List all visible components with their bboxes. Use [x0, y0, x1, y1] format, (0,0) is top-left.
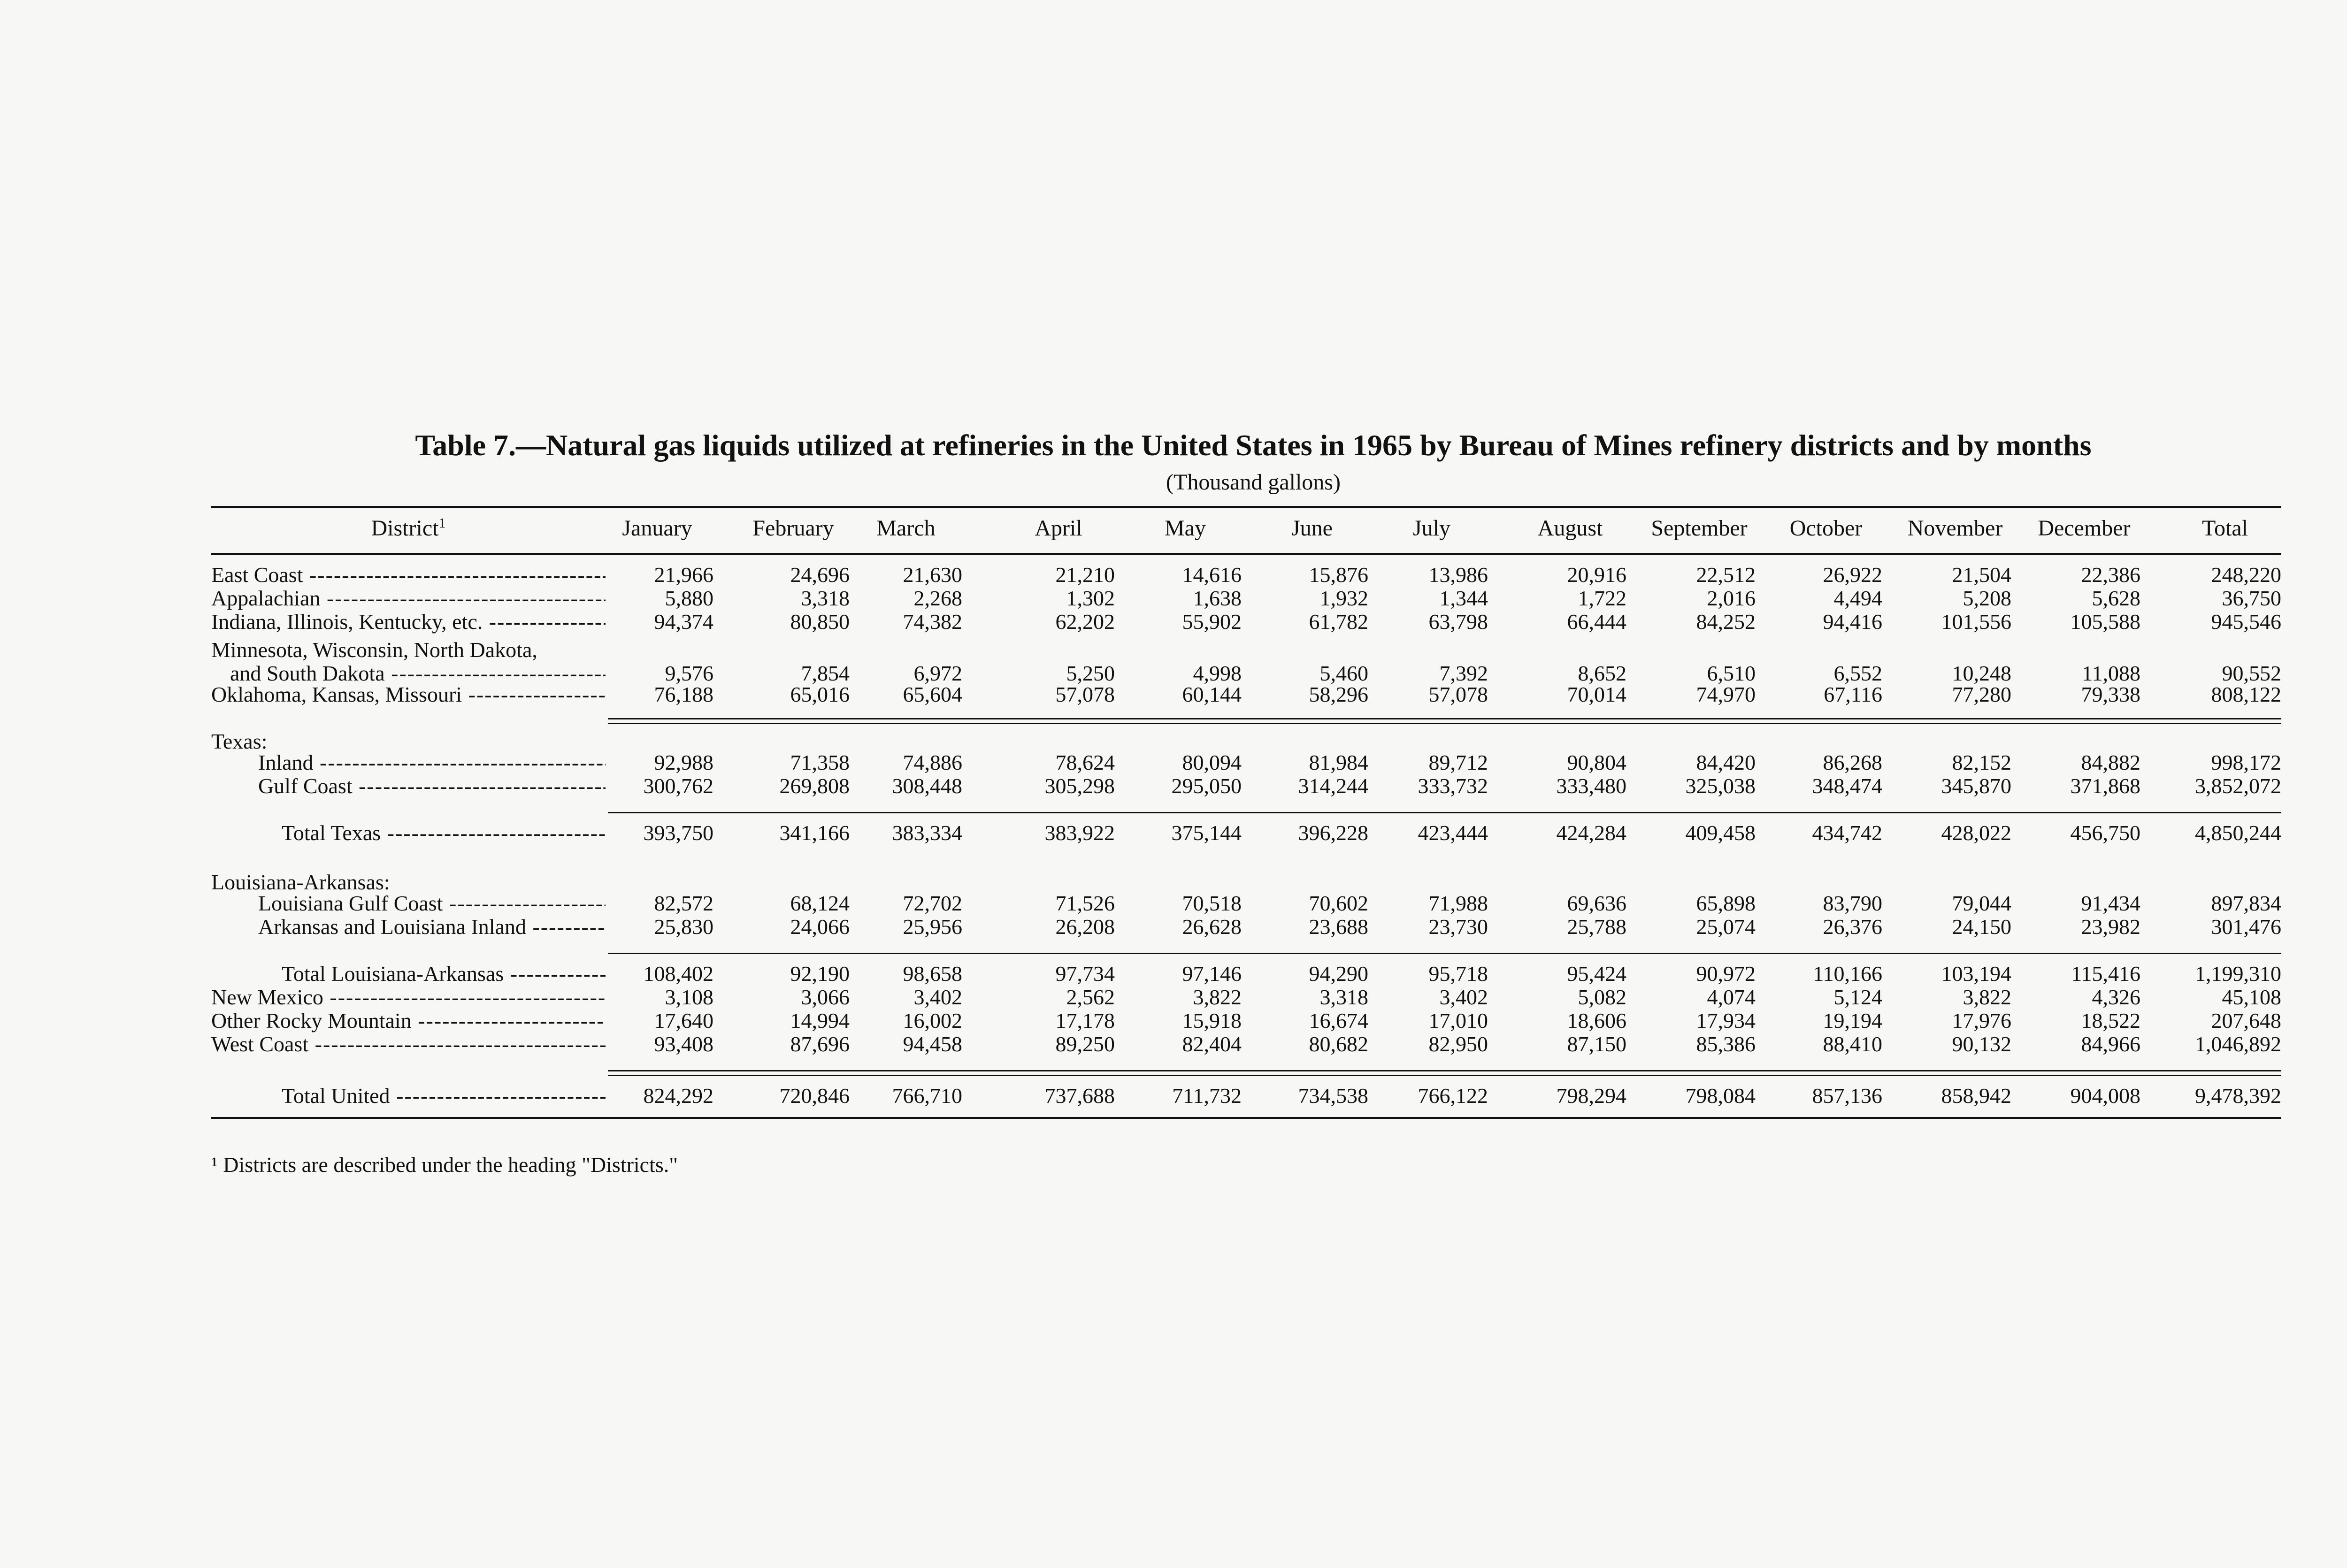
header-december: December [2038, 516, 2131, 541]
cell-december: 456,750 [2070, 821, 2140, 845]
cell-november: 858,942 [1941, 1084, 2011, 1108]
table-row [211, 662, 2281, 685]
cell-march: 72,702 [903, 891, 962, 915]
cell-march: 98,658 [903, 962, 962, 986]
cell-april: 21,210 [1055, 563, 1115, 587]
cell-july: 82,950 [1428, 1032, 1488, 1056]
cell-september: 409,458 [1685, 821, 1756, 845]
cell-march: 74,382 [903, 610, 962, 634]
table-row [211, 774, 2281, 798]
cell-june: 94,290 [1309, 962, 1368, 986]
cell-may: 14,616 [1182, 563, 1242, 587]
header-may: May [1165, 516, 1206, 541]
cell-november: 79,044 [1952, 891, 2011, 915]
table-row [211, 563, 2281, 587]
cell-june: 314,244 [1298, 774, 1368, 798]
cell-january: 108,402 [643, 962, 713, 986]
cell-october: 67,116 [1824, 682, 1882, 706]
cell-april: 97,734 [1055, 962, 1115, 986]
cell-august: 90,804 [1567, 750, 1626, 774]
row-label: Louisiana Gulf Coast ----- [258, 892, 606, 915]
cell-march: 16,002 [903, 1009, 962, 1033]
cell-may: 3,822 [1193, 985, 1242, 1009]
texas-section-label: Texas: [211, 729, 268, 753]
cell-november: 101,556 [1941, 610, 2011, 634]
section-rule [608, 1075, 2281, 1076]
cell-august: 70,014 [1567, 682, 1626, 706]
cell-december: 91,434 [2081, 891, 2140, 915]
cell-total: 36,750 [2222, 586, 2281, 610]
cell-september: 84,252 [1696, 610, 1756, 634]
row-label: Indiana, Illinois, Kentucky, etc. ----- [211, 610, 606, 634]
cell-may: 295,050 [1171, 774, 1242, 798]
cell-august: 20,916 [1567, 563, 1626, 587]
cell-october: 83,790 [1823, 891, 1882, 915]
row-label: New Mexico ----- [211, 986, 606, 1009]
cell-july: 23,730 [1428, 915, 1488, 939]
row-label: East Coast ----- [211, 563, 606, 587]
table-row [211, 986, 2281, 1009]
section-rule [608, 723, 2281, 724]
table-row [211, 962, 2281, 986]
row-label: Inland ----- [258, 751, 606, 774]
cell-august: 424,284 [1556, 821, 1626, 845]
cell-december: 79,338 [2081, 682, 2140, 706]
row-label: Total Texas ----- [282, 821, 606, 845]
cell-may: 1,638 [1193, 586, 1242, 610]
cell-november: 428,022 [1941, 821, 2011, 845]
cell-november: 77,280 [1952, 682, 2011, 706]
cell-may: 15,918 [1182, 1009, 1242, 1033]
cell-may: 711,732 [1172, 1084, 1242, 1108]
cell-september: 17,934 [1696, 1009, 1756, 1033]
cell-january: 9,576 [665, 661, 713, 685]
table-row [211, 610, 2281, 634]
cell-june: 81,984 [1309, 750, 1368, 774]
cell-february: 3,318 [801, 586, 850, 610]
header-january: January [622, 516, 692, 541]
cell-august: 87,150 [1567, 1032, 1626, 1056]
cell-july: 71,988 [1428, 891, 1488, 915]
cell-june: 16,674 [1309, 1009, 1368, 1033]
cell-july: 89,712 [1428, 750, 1488, 774]
cell-total: 248,220 [2211, 563, 2281, 587]
cell-june: 58,296 [1309, 682, 1368, 706]
section-rule [211, 1117, 2281, 1119]
cell-february: 24,696 [790, 563, 850, 587]
cell-december: 23,982 [2081, 915, 2140, 939]
cell-august: 798,294 [1556, 1084, 1626, 1108]
cell-total: 45,108 [2222, 985, 2281, 1009]
cell-july: 766,122 [1418, 1084, 1488, 1108]
cell-july: 423,444 [1418, 821, 1488, 845]
cell-february: 71,358 [790, 750, 850, 774]
cell-july: 13,986 [1428, 563, 1488, 587]
cell-april: 17,178 [1055, 1009, 1115, 1033]
cell-june: 396,228 [1298, 821, 1368, 845]
table-subtitle: (Thousand gallons) [1166, 470, 1341, 495]
cell-april: 78,624 [1055, 750, 1115, 774]
cell-october: 86,268 [1823, 750, 1882, 774]
cell-november: 17,976 [1952, 1009, 2011, 1033]
cell-october: 348,474 [1812, 774, 1882, 798]
cell-february: 24,066 [790, 915, 850, 939]
section-rule [608, 812, 2281, 813]
cell-april: 2,562 [1066, 985, 1115, 1009]
cell-february: 341,166 [779, 821, 850, 845]
header-march: March [876, 516, 936, 541]
cell-october: 857,136 [1812, 1084, 1882, 1108]
cell-may: 55,902 [1182, 610, 1242, 634]
cell-february: 87,696 [790, 1032, 850, 1056]
table-row [211, 587, 2281, 610]
cell-april: 89,250 [1055, 1032, 1115, 1056]
cell-may: 60,144 [1182, 682, 1242, 706]
cell-september: 798,084 [1685, 1084, 1756, 1108]
cell-september: 65,898 [1696, 891, 1756, 915]
cell-august: 18,606 [1567, 1009, 1626, 1033]
cell-october: 434,742 [1812, 821, 1882, 845]
cell-total: 808,122 [2211, 682, 2281, 706]
cell-february: 68,124 [790, 891, 850, 915]
cell-august: 1,722 [1578, 586, 1626, 610]
header-june: June [1291, 516, 1333, 541]
cell-february: 92,190 [790, 962, 850, 986]
cell-september: 22,512 [1696, 563, 1756, 587]
section-rule [608, 718, 2281, 719]
minnesota-label-line1: Minnesota, Wisconsin, North Dakota, [211, 638, 537, 662]
cell-november: 103,194 [1941, 962, 2011, 986]
cell-february: 720,846 [779, 1084, 850, 1108]
cell-september: 84,420 [1696, 750, 1756, 774]
cell-november: 24,150 [1952, 915, 2011, 939]
cell-june: 3,318 [1319, 985, 1368, 1009]
cell-february: 3,066 [801, 985, 850, 1009]
cell-september: 6,510 [1707, 661, 1756, 685]
cell-total: 301,476 [2211, 915, 2281, 939]
table-row [211, 1084, 2281, 1108]
header-rule [211, 553, 2281, 555]
cell-september: 4,074 [1707, 985, 1756, 1009]
cell-april: 71,526 [1055, 891, 1115, 915]
cell-november: 10,248 [1952, 661, 2011, 685]
cell-march: 74,886 [903, 750, 962, 774]
cell-july: 63,798 [1428, 610, 1488, 634]
header-november: November [1907, 516, 2003, 541]
table-row [211, 1009, 2281, 1033]
cell-october: 4,494 [1833, 586, 1882, 610]
cell-december: 22,386 [2081, 563, 2140, 587]
cell-april: 57,078 [1055, 682, 1115, 706]
cell-january: 93,408 [654, 1032, 713, 1056]
cell-total: 90,552 [2222, 661, 2281, 685]
table-row [211, 915, 2281, 939]
cell-august: 69,636 [1567, 891, 1626, 915]
row-label: Total United ----- [282, 1084, 606, 1108]
cell-total: 998,172 [2211, 750, 2281, 774]
cell-december: 371,868 [2070, 774, 2140, 798]
cell-may: 82,404 [1182, 1032, 1242, 1056]
cell-august: 8,652 [1578, 661, 1626, 685]
cell-july: 1,344 [1439, 586, 1488, 610]
cell-january: 17,640 [654, 1009, 713, 1033]
cell-april: 1,302 [1066, 586, 1115, 610]
cell-total: 3,852,072 [2195, 774, 2281, 798]
cell-january: 21,966 [654, 563, 713, 587]
cell-july: 17,010 [1428, 1009, 1488, 1033]
cell-july: 3,402 [1439, 985, 1488, 1009]
header-september: September [1651, 516, 1748, 541]
cell-november: 5,208 [1963, 586, 2011, 610]
cell-july: 7,392 [1439, 661, 1488, 685]
cell-january: 5,880 [665, 586, 713, 610]
cell-january: 824,292 [643, 1084, 713, 1108]
cell-august: 333,480 [1556, 774, 1626, 798]
cell-october: 26,922 [1823, 563, 1882, 587]
cell-april: 62,202 [1055, 610, 1115, 634]
cell-september: 85,386 [1696, 1032, 1756, 1056]
cell-october: 88,410 [1823, 1032, 1882, 1056]
cell-january: 76,188 [654, 682, 713, 706]
cell-august: 95,424 [1567, 962, 1626, 986]
cell-february: 7,854 [801, 661, 850, 685]
cell-april: 737,688 [1044, 1084, 1115, 1108]
cell-february: 269,808 [779, 774, 850, 798]
footnote: ¹ Districts are described under the heading "Districts." [211, 1153, 678, 1177]
section-rule [608, 953, 2281, 954]
cell-may: 4,998 [1193, 661, 1242, 685]
cell-may: 375,144 [1171, 821, 1242, 845]
cell-may: 80,094 [1182, 750, 1242, 774]
cell-july: 57,078 [1428, 682, 1488, 706]
cell-october: 110,166 [1813, 962, 1882, 986]
cell-january: 94,374 [654, 610, 713, 634]
cell-may: 70,518 [1182, 891, 1242, 915]
cell-april: 383,922 [1044, 821, 1115, 845]
cell-september: 2,016 [1707, 586, 1756, 610]
table-row [211, 1033, 2281, 1056]
cell-june: 1,932 [1319, 586, 1368, 610]
top-rule [211, 506, 2281, 508]
table-row [211, 751, 2281, 774]
cell-total: 945,546 [2211, 610, 2281, 634]
cell-november: 3,822 [1963, 985, 2011, 1009]
cell-december: 904,008 [2070, 1084, 2140, 1108]
cell-september: 74,970 [1696, 682, 1756, 706]
cell-february: 65,016 [790, 682, 850, 706]
cell-april: 26,208 [1055, 915, 1115, 939]
row-label: West Coast ----- [211, 1033, 606, 1056]
row-label: Oklahoma, Kansas, Missouri ----- [211, 683, 606, 706]
cell-november: 82,152 [1952, 750, 2011, 774]
cell-january: 300,762 [643, 774, 713, 798]
cell-february: 80,850 [790, 610, 850, 634]
cell-march: 65,604 [903, 682, 962, 706]
row-label: Appalachian ----- [211, 587, 606, 610]
row-label: and South Dakota ----- [230, 662, 606, 685]
cell-october: 19,194 [1823, 1009, 1882, 1033]
cell-october: 6,552 [1833, 661, 1882, 685]
cell-march: 383,334 [892, 821, 962, 845]
cell-september: 25,074 [1696, 915, 1756, 939]
cell-may: 97,146 [1182, 962, 1242, 986]
cell-march: 25,956 [903, 915, 962, 939]
cell-september: 325,038 [1685, 774, 1756, 798]
row-label: Total Louisiana-Arkansas ----- [282, 962, 606, 986]
cell-june: 5,460 [1319, 661, 1368, 685]
cell-may: 26,628 [1182, 915, 1242, 939]
cell-december: 84,882 [2081, 750, 2140, 774]
cell-june: 15,876 [1309, 563, 1368, 587]
cell-june: 61,782 [1309, 610, 1368, 634]
cell-november: 90,132 [1952, 1032, 2011, 1056]
cell-december: 84,966 [2081, 1032, 2140, 1056]
cell-january: 82,572 [654, 891, 713, 915]
table-title: Table 7.—Natural gas liquids utilized at refineries in the United States in 1965 by Bureau of Mines refinery districts and by months [415, 428, 2092, 462]
table-row [211, 683, 2281, 706]
cell-total: 207,648 [2211, 1009, 2281, 1033]
cell-november: 345,870 [1941, 774, 2011, 798]
cell-june: 23,688 [1309, 915, 1368, 939]
cell-march: 6,972 [913, 661, 962, 685]
table-row [211, 821, 2281, 845]
cell-july: 333,732 [1418, 774, 1488, 798]
table-row [211, 892, 2281, 915]
cell-october: 26,376 [1823, 915, 1882, 939]
cell-december: 115,416 [2071, 962, 2140, 986]
cell-march: 3,402 [913, 985, 962, 1009]
header-total: Total [2202, 516, 2248, 541]
cell-december: 18,522 [2081, 1009, 2140, 1033]
cell-total: 897,834 [2211, 891, 2281, 915]
cell-total: 1,199,310 [2195, 962, 2281, 986]
row-label: Gulf Coast ----- [258, 774, 606, 798]
row-label: Arkansas and Louisiana Inland ----- [258, 915, 606, 939]
header-february: February [752, 516, 834, 541]
cell-october: 94,416 [1823, 610, 1882, 634]
cell-january: 393,750 [643, 821, 713, 845]
header-july: July [1412, 516, 1450, 541]
cell-october: 5,124 [1833, 985, 1882, 1009]
cell-september: 90,972 [1696, 962, 1756, 986]
cell-april: 5,250 [1066, 661, 1115, 685]
header-district: District$^1$ [371, 515, 446, 541]
cell-december: 5,628 [2092, 586, 2140, 610]
cell-march: 766,710 [892, 1084, 962, 1108]
cell-august: 25,788 [1567, 915, 1626, 939]
row-label: Other Rocky Mountain ----- [211, 1009, 606, 1033]
cell-august: 66,444 [1567, 610, 1626, 634]
cell-april: 305,298 [1044, 774, 1115, 798]
cell-march: 308,448 [892, 774, 962, 798]
cell-june: 80,682 [1309, 1032, 1368, 1056]
cell-total: 4,850,244 [2195, 821, 2281, 845]
cell-february: 14,994 [790, 1009, 850, 1033]
cell-march: 94,458 [903, 1032, 962, 1056]
cell-march: 21,630 [903, 563, 962, 587]
cell-june: 734,538 [1298, 1084, 1368, 1108]
cell-total: 1,046,892 [2195, 1032, 2281, 1056]
cell-august: 5,082 [1578, 985, 1626, 1009]
cell-march: 2,268 [913, 586, 962, 610]
cell-june: 70,602 [1309, 891, 1368, 915]
cell-january: 92,988 [654, 750, 713, 774]
cell-november: 21,504 [1952, 563, 2011, 587]
cell-december: 4,326 [2092, 985, 2140, 1009]
cell-total: 9,478,392 [2195, 1084, 2281, 1108]
louisiana-arkansas-section-label: Louisiana-Arkansas: [211, 870, 390, 894]
cell-january: 25,830 [654, 915, 713, 939]
header-april: April [1035, 516, 1082, 541]
header-october: October [1789, 516, 1863, 541]
cell-december: 11,088 [2082, 661, 2140, 685]
cell-january: 3,108 [665, 985, 713, 1009]
cell-december: 105,588 [2070, 610, 2140, 634]
section-rule [608, 1070, 2281, 1071]
header-august: August [1537, 516, 1603, 541]
cell-july: 95,718 [1428, 962, 1488, 986]
